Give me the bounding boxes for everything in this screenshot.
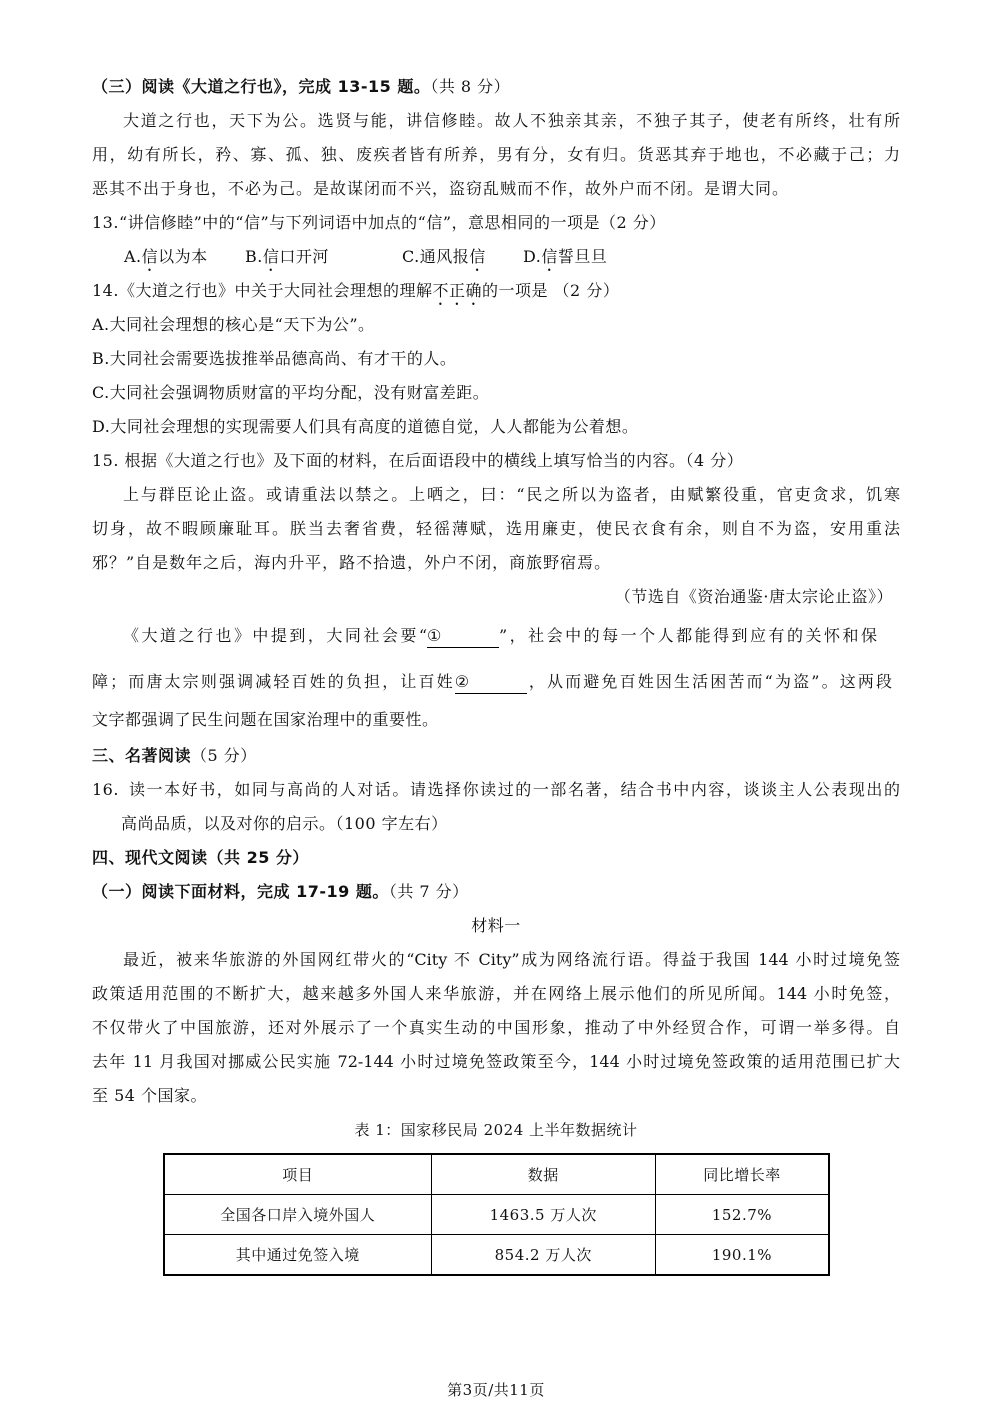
passage1-line: 用，幼有所长，矜、寡、孤、独、废疾者皆有所养，男有分，女有归。货恶其弃于地也，不必藏于己；力 bbox=[92, 145, 900, 164]
table-cell: 854.2 万人次 bbox=[431, 1235, 655, 1276]
subsection-title: （一）阅读下面材料，完成 17-19 题。 bbox=[92, 882, 389, 901]
q14-option-c: C.大同社会强调物质财富的平均分配，没有财富差距。 bbox=[92, 383, 490, 402]
subsection-heading-1 bbox=[92, 880, 469, 904]
q14-option-d: D.大同社会理想的实现需要人们具有高度的道德自觉，人人都能为公着想。 bbox=[92, 417, 639, 436]
dotted-char: 信 bbox=[541, 247, 558, 266]
table-caption: 表 1：国家移民局 2024 上半年数据统计 bbox=[354, 1121, 638, 1139]
material-line: 最近，被来华旅游的外国网红带火的“City 不 City”成为网络流行语。得益于我国 144 小时过境免签 bbox=[123, 950, 900, 969]
answer-blank-2: ② bbox=[455, 671, 527, 694]
q13-option-c bbox=[402, 245, 486, 275]
table-header-cell: 同比增长率 bbox=[655, 1154, 829, 1195]
option-text: 以为本 bbox=[158, 247, 208, 266]
table-row bbox=[164, 1195, 829, 1235]
material-line: 不仅带火了中国旅游，还对外展示了一个真实生动的中国形象，推动了中外经贸合作，可谓一举多得。自 bbox=[92, 1018, 900, 1037]
material-line: 政策适用范围的不断扩大，越来越多外国人来华旅游，并在网络上展示他们的所见所闻。144 小时免签， bbox=[92, 984, 900, 1003]
q14-option-b: B.大同社会需要选拔推举品德高尚、有才干的人。 bbox=[92, 349, 457, 368]
question-13-stem: 13.“讲信修睦”中的“信”与下列词语中加点的“信”，意思相同的一项是（2 分） bbox=[92, 213, 666, 232]
table-header-cell: 数据 bbox=[431, 1154, 655, 1195]
material-heading: 材料一 bbox=[471, 916, 521, 935]
passage-source: （节选自《资治通鉴·唐太宗论止盗》） bbox=[614, 587, 893, 606]
fill-in-line-2 bbox=[92, 670, 892, 694]
q13-option-b bbox=[245, 245, 329, 275]
statistics-table bbox=[163, 1153, 830, 1276]
option-text: 口开河 bbox=[279, 247, 329, 266]
passage2-line: 上与群臣论止盗。或请重法以禁之。上哂之，曰：“民之所以为盗者，由赋繁役重，官吏贪求，饥寒 bbox=[123, 485, 900, 504]
section-score: （5 分） bbox=[191, 746, 257, 765]
q13-option-a bbox=[124, 245, 208, 275]
table-cell: 其中通过免签入境 bbox=[164, 1235, 431, 1276]
question-16-line: 高尚品质，以及对你的启示。（100 字左右） bbox=[121, 814, 448, 833]
passage2-line: 切身，故不暇顾廉耻耳。朕当去奢省费，轻徭薄赋，选用廉吏，使民衣食有余，则自不为盗，安用重法 bbox=[92, 519, 900, 538]
table-row bbox=[164, 1235, 829, 1276]
table-header-cell: 项目 bbox=[164, 1154, 431, 1195]
option-label: D. bbox=[523, 247, 542, 266]
table-cell: 190.1% bbox=[655, 1235, 829, 1276]
fill-in-line-1 bbox=[123, 624, 877, 648]
option-label: C. bbox=[402, 247, 420, 266]
fill-in-line-3: 文字都强调了民生问题在国家治理中的重要性。 bbox=[92, 710, 439, 729]
fill-text: ，从而避免百姓因生活困苦而“为盗”。这两段 bbox=[526, 672, 892, 691]
question-14-stem bbox=[92, 279, 619, 309]
question-16-line: 读一本好书，如同与高尚的人对话。请选择你读过的一部名著，结合书中内容，谈谈主人公表现出的 bbox=[129, 780, 900, 799]
material-line: 至 54 个国家。 bbox=[92, 1086, 208, 1105]
passage1-line: 大道之行也，天下为公。选贤与能，讲信修睦。故人不独亲其亲，不独子其子，使老有所终，壮有所 bbox=[123, 111, 900, 130]
material-line: 去年 11 月我国对挪威公民实施 72-144 小时过境免签政策至今，144 小时过境免签政策的适用范围已扩大 bbox=[92, 1052, 900, 1071]
subsection-score: （共 7 分） bbox=[388, 882, 469, 901]
q14-option-a: A.大同社会理想的核心是“天下为公”。 bbox=[92, 315, 375, 334]
option-text: 誓旦旦 bbox=[557, 247, 608, 266]
question-16-number: 16. bbox=[92, 780, 119, 799]
stem-text: 14.《大道之行也》中关于大同社会理想的理解 bbox=[92, 281, 433, 300]
table-cell: 152.7% bbox=[655, 1195, 829, 1235]
dotted-char: 信 bbox=[262, 247, 280, 266]
section-heading-classics bbox=[92, 744, 257, 768]
dotted-text: 不正确 bbox=[432, 281, 482, 300]
option-label: A. bbox=[124, 247, 142, 266]
option-label: B. bbox=[245, 247, 263, 266]
section-score: （共 8 分） bbox=[430, 77, 511, 96]
passage2-line: 邪？”自是数年之后，海内升平，路不拾遗，外户不闭，商旅野宿焉。 bbox=[92, 553, 612, 572]
q13-option-d bbox=[523, 245, 607, 275]
fill-text: 障；而唐太宗则强调减轻百姓的负担，让百姓 bbox=[92, 672, 455, 691]
table-cell: 1463.5 万人次 bbox=[431, 1195, 655, 1235]
passage1-line: 恶其不出于身也，不必为己。是故谋闭而不兴，盗窃乱贼而不作，故外户而不闭。是谓大同。 bbox=[92, 179, 790, 198]
dotted-char: 信 bbox=[469, 247, 486, 266]
question-15-stem: 15. 根据《大道之行也》及下面的材料，在后面语段中的横线上填写恰当的内容。（4 分） bbox=[92, 451, 744, 470]
table-cell: 全国各口岸入境外国人 bbox=[164, 1195, 431, 1235]
fill-text: 《大道之行也》中提到，大同社会要“ bbox=[123, 626, 428, 645]
page-number: 第3页/共11页 bbox=[447, 1381, 545, 1399]
section-title: （三）阅读《大道之行也》，完成 13-15 题。 bbox=[92, 77, 431, 96]
option-text: 通风报 bbox=[419, 247, 470, 266]
section-heading-modern: 四、现代文阅读（共 25 分） bbox=[92, 848, 309, 867]
section-heading-reading-3 bbox=[92, 75, 510, 99]
table-header-row bbox=[164, 1154, 829, 1195]
answer-blank-1: ① bbox=[427, 625, 499, 648]
stem-text: 的一项是 （2 分） bbox=[481, 281, 620, 300]
fill-text: ”，社会中的每一个人都能得到应有的关怀和保 bbox=[499, 626, 877, 645]
section-title: 三、名著阅读 bbox=[92, 746, 192, 765]
dotted-char: 信 bbox=[141, 247, 159, 266]
